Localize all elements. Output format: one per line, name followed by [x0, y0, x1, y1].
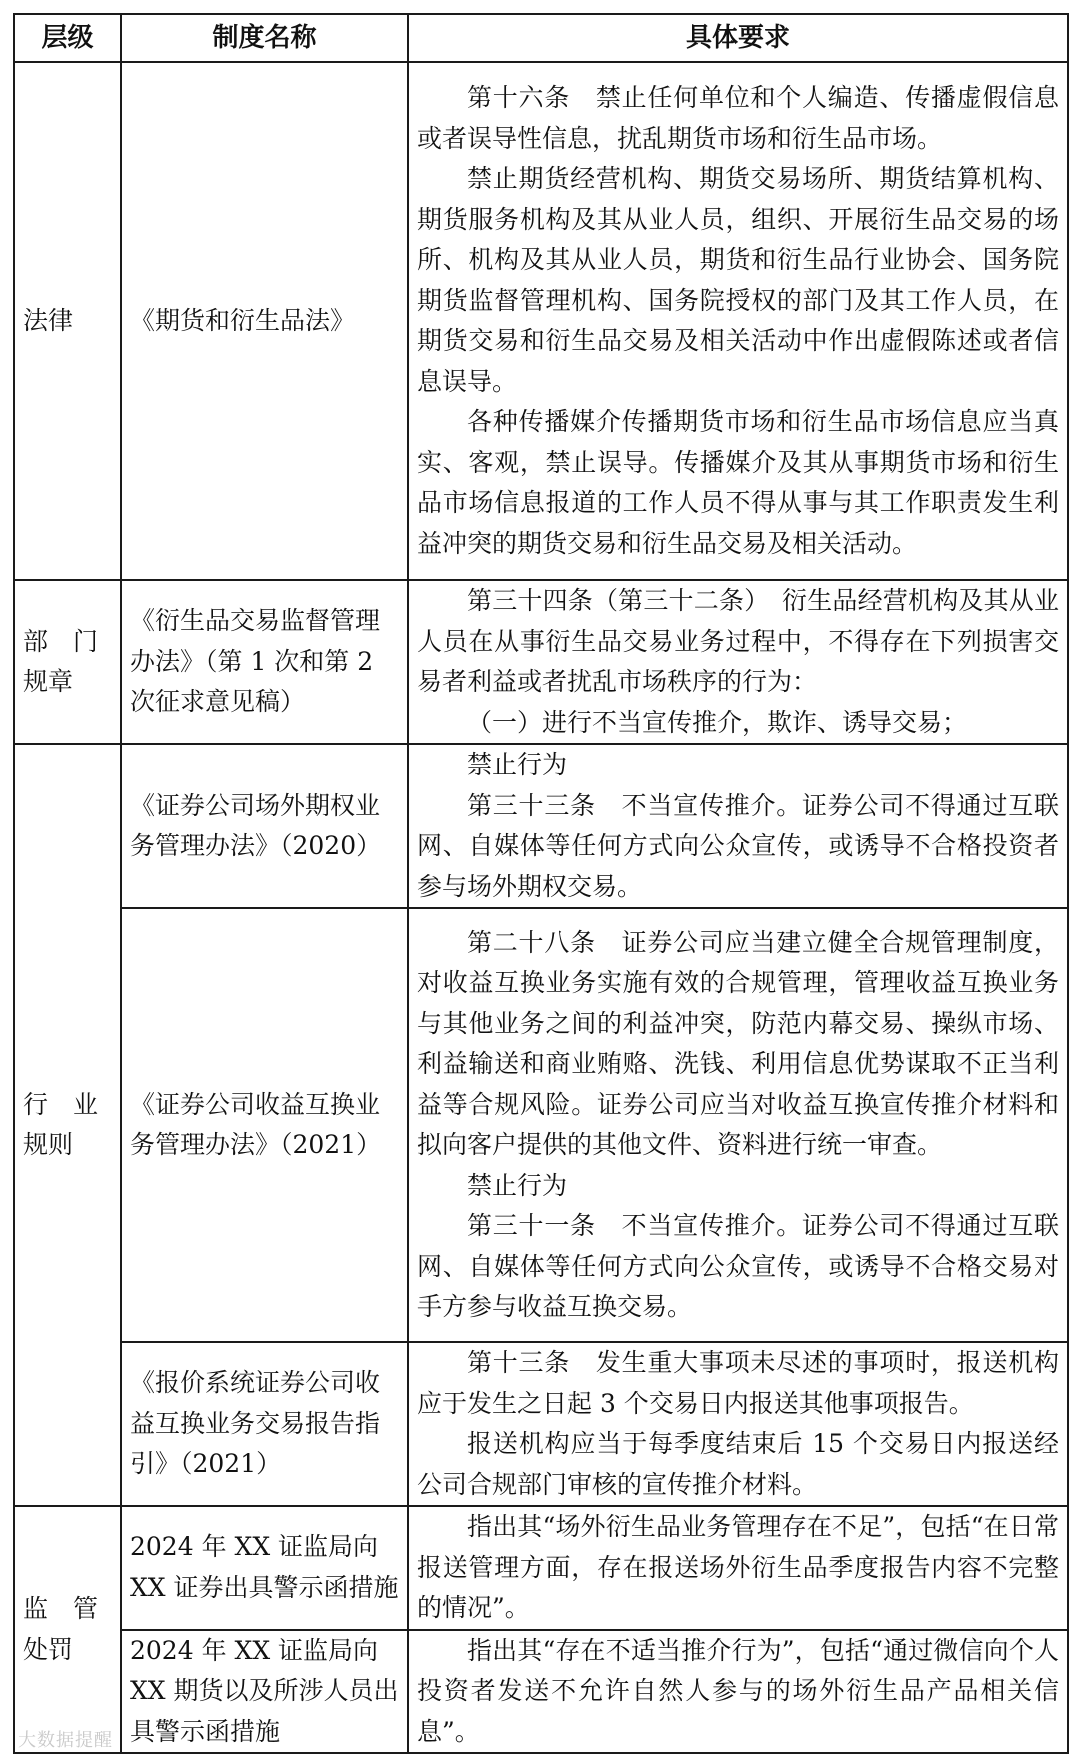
table-header-row: [14, 14, 1068, 62]
requirement-cell: [408, 62, 1068, 580]
requirement-paragraph: 第二十八条 证券公司应当建立健全合规管理制度，对收益互换业务实施有效的合规管理，管理收益互换业务与其他业务之间的利益冲突，防范内幕交易、操纵市场、利益输送和商业贿赂、洗钱、利用信息优势谋取不正当利益等合规风险。证券公司应当对收益互换宣传推介材料和拟向客户提供的其他文件、资料进行统一审查。: [417, 927, 1059, 1159]
requirement-cell: [408, 1506, 1068, 1630]
requirement-cell: [408, 1630, 1068, 1754]
requirement-paragraph: 指出其“场外衍生品业务管理存在不足”，包括“在日常报送管理方面，存在报送场外衍生品季度报告内容不完整的情况”。: [417, 1512, 1059, 1622]
regulation-name: 2024 年 XX 证监局向 XX 证券出具警示函措施: [121, 1506, 408, 1630]
requirement-paragraph: 第十六条 禁止任何单位和个人编造、传播虚假信息或者误导性信息，扰乱期货市场和衍生品市场。: [417, 83, 1059, 153]
requirement-cell: [408, 580, 1068, 744]
requirement-paragraph: 报送机构应当于每季度结束后 15 个交易日内报送经公司合规部门审核的宣传推介材料。: [417, 1429, 1059, 1499]
regulation-table: [13, 13, 1069, 1754]
table-row: [14, 62, 1068, 580]
level-cell: 法律: [14, 62, 121, 580]
regulation-name: 2024 年 XX 证监局向 XX 期货以及所涉人员出具警示函措施: [121, 1630, 408, 1754]
table-row: [14, 1630, 1068, 1754]
requirement-cell: [408, 908, 1068, 1342]
requirement-cell: [408, 744, 1068, 908]
regulation-name: 《衍生品交易监督管理办法》（第 1 次和第 2 次征求意见稿）: [121, 580, 408, 744]
requirement-paragraph: （一）进行不当宣传推介，欺诈、诱导交易；: [467, 707, 968, 737]
level-cell: 部 门规章: [14, 580, 121, 744]
level-cell: 监 管处罚: [14, 1506, 121, 1753]
requirement-paragraph: 指出其“存在不适当推介行为”，包括“通过微信向个人投资者发送不允许自然人参与的场外衍生品产品相关信息”。: [417, 1635, 1059, 1746]
table-row: [14, 580, 1068, 744]
requirement-paragraph: 第三十四条（第三十二条） 衍生品经营机构及其从业人员在从事衍生品交易业务过程中，不得存在下列损害交易者利益或者扰乱市场秩序的行为：: [417, 586, 1059, 696]
table-row: [14, 908, 1068, 1342]
requirement-paragraph: 第十三条 发生重大事项未尽述的事项时，报送机构应于发生之日起 3 个交易日内报送其他事项报告。: [417, 1348, 1059, 1418]
requirement-paragraph: 禁止行为: [467, 1170, 568, 1200]
regulation-name: 《期货和衍生品法》: [121, 62, 408, 580]
requirement-paragraph: 各种传播媒介传播期货市场和衍生品市场信息应当真实、客观，禁止误导。传播媒介及其从事期货市场和衍生品市场信息报道的工作人员不得从事与其工作职责发生利益冲突的期货交易和衍生品交易及相关活动。: [417, 407, 1059, 558]
table-row: [14, 1342, 1068, 1506]
table-row: [14, 744, 1068, 908]
header-name: 制度名称: [121, 14, 408, 62]
header-level: 层级: [14, 14, 121, 62]
requirement-cell: [408, 1342, 1068, 1506]
watermark: 大数据提醒: [18, 1730, 113, 1751]
regulation-name: 《证券公司收益互换业务管理办法》（2021）: [121, 908, 408, 1342]
requirement-paragraph: 禁止行为: [467, 750, 568, 779]
header-requirement: 具体要求: [408, 14, 1068, 62]
table-row: [14, 1506, 1068, 1630]
requirement-paragraph: 第三十三条 不当宣传推介。证券公司不得通过互联网、自媒体等任何方式向公众宣传，或诱导不合格投资者参与场外期权交易。: [417, 790, 1059, 901]
regulation-name: 《证券公司场外期权业务管理办法》（2020）: [121, 744, 408, 908]
requirement-paragraph: 禁止期货经营机构、期货交易场所、期货结算机构、期货服务机构及其从业人员，组织、开展衍生品交易的场所、机构及其从业人员，期货和衍生品行业协会、国务院期货监督管理机构、国务院授权的部门及其工作人员，在期货交易和衍生品交易及相关活动中作出虚假陈述或者信息误导。: [417, 164, 1059, 396]
requirement-paragraph: 第三十一条 不当宣传推介。证券公司不得通过互联网、自媒体等任何方式向公众宣传，或诱导不合格交易对手方参与收益互换交易。: [417, 1211, 1059, 1321]
regulation-name: 《报价系统证券公司收益互换业务交易报告指引》（2021）: [121, 1342, 408, 1506]
level-cell: 行 业规则: [14, 744, 121, 1506]
